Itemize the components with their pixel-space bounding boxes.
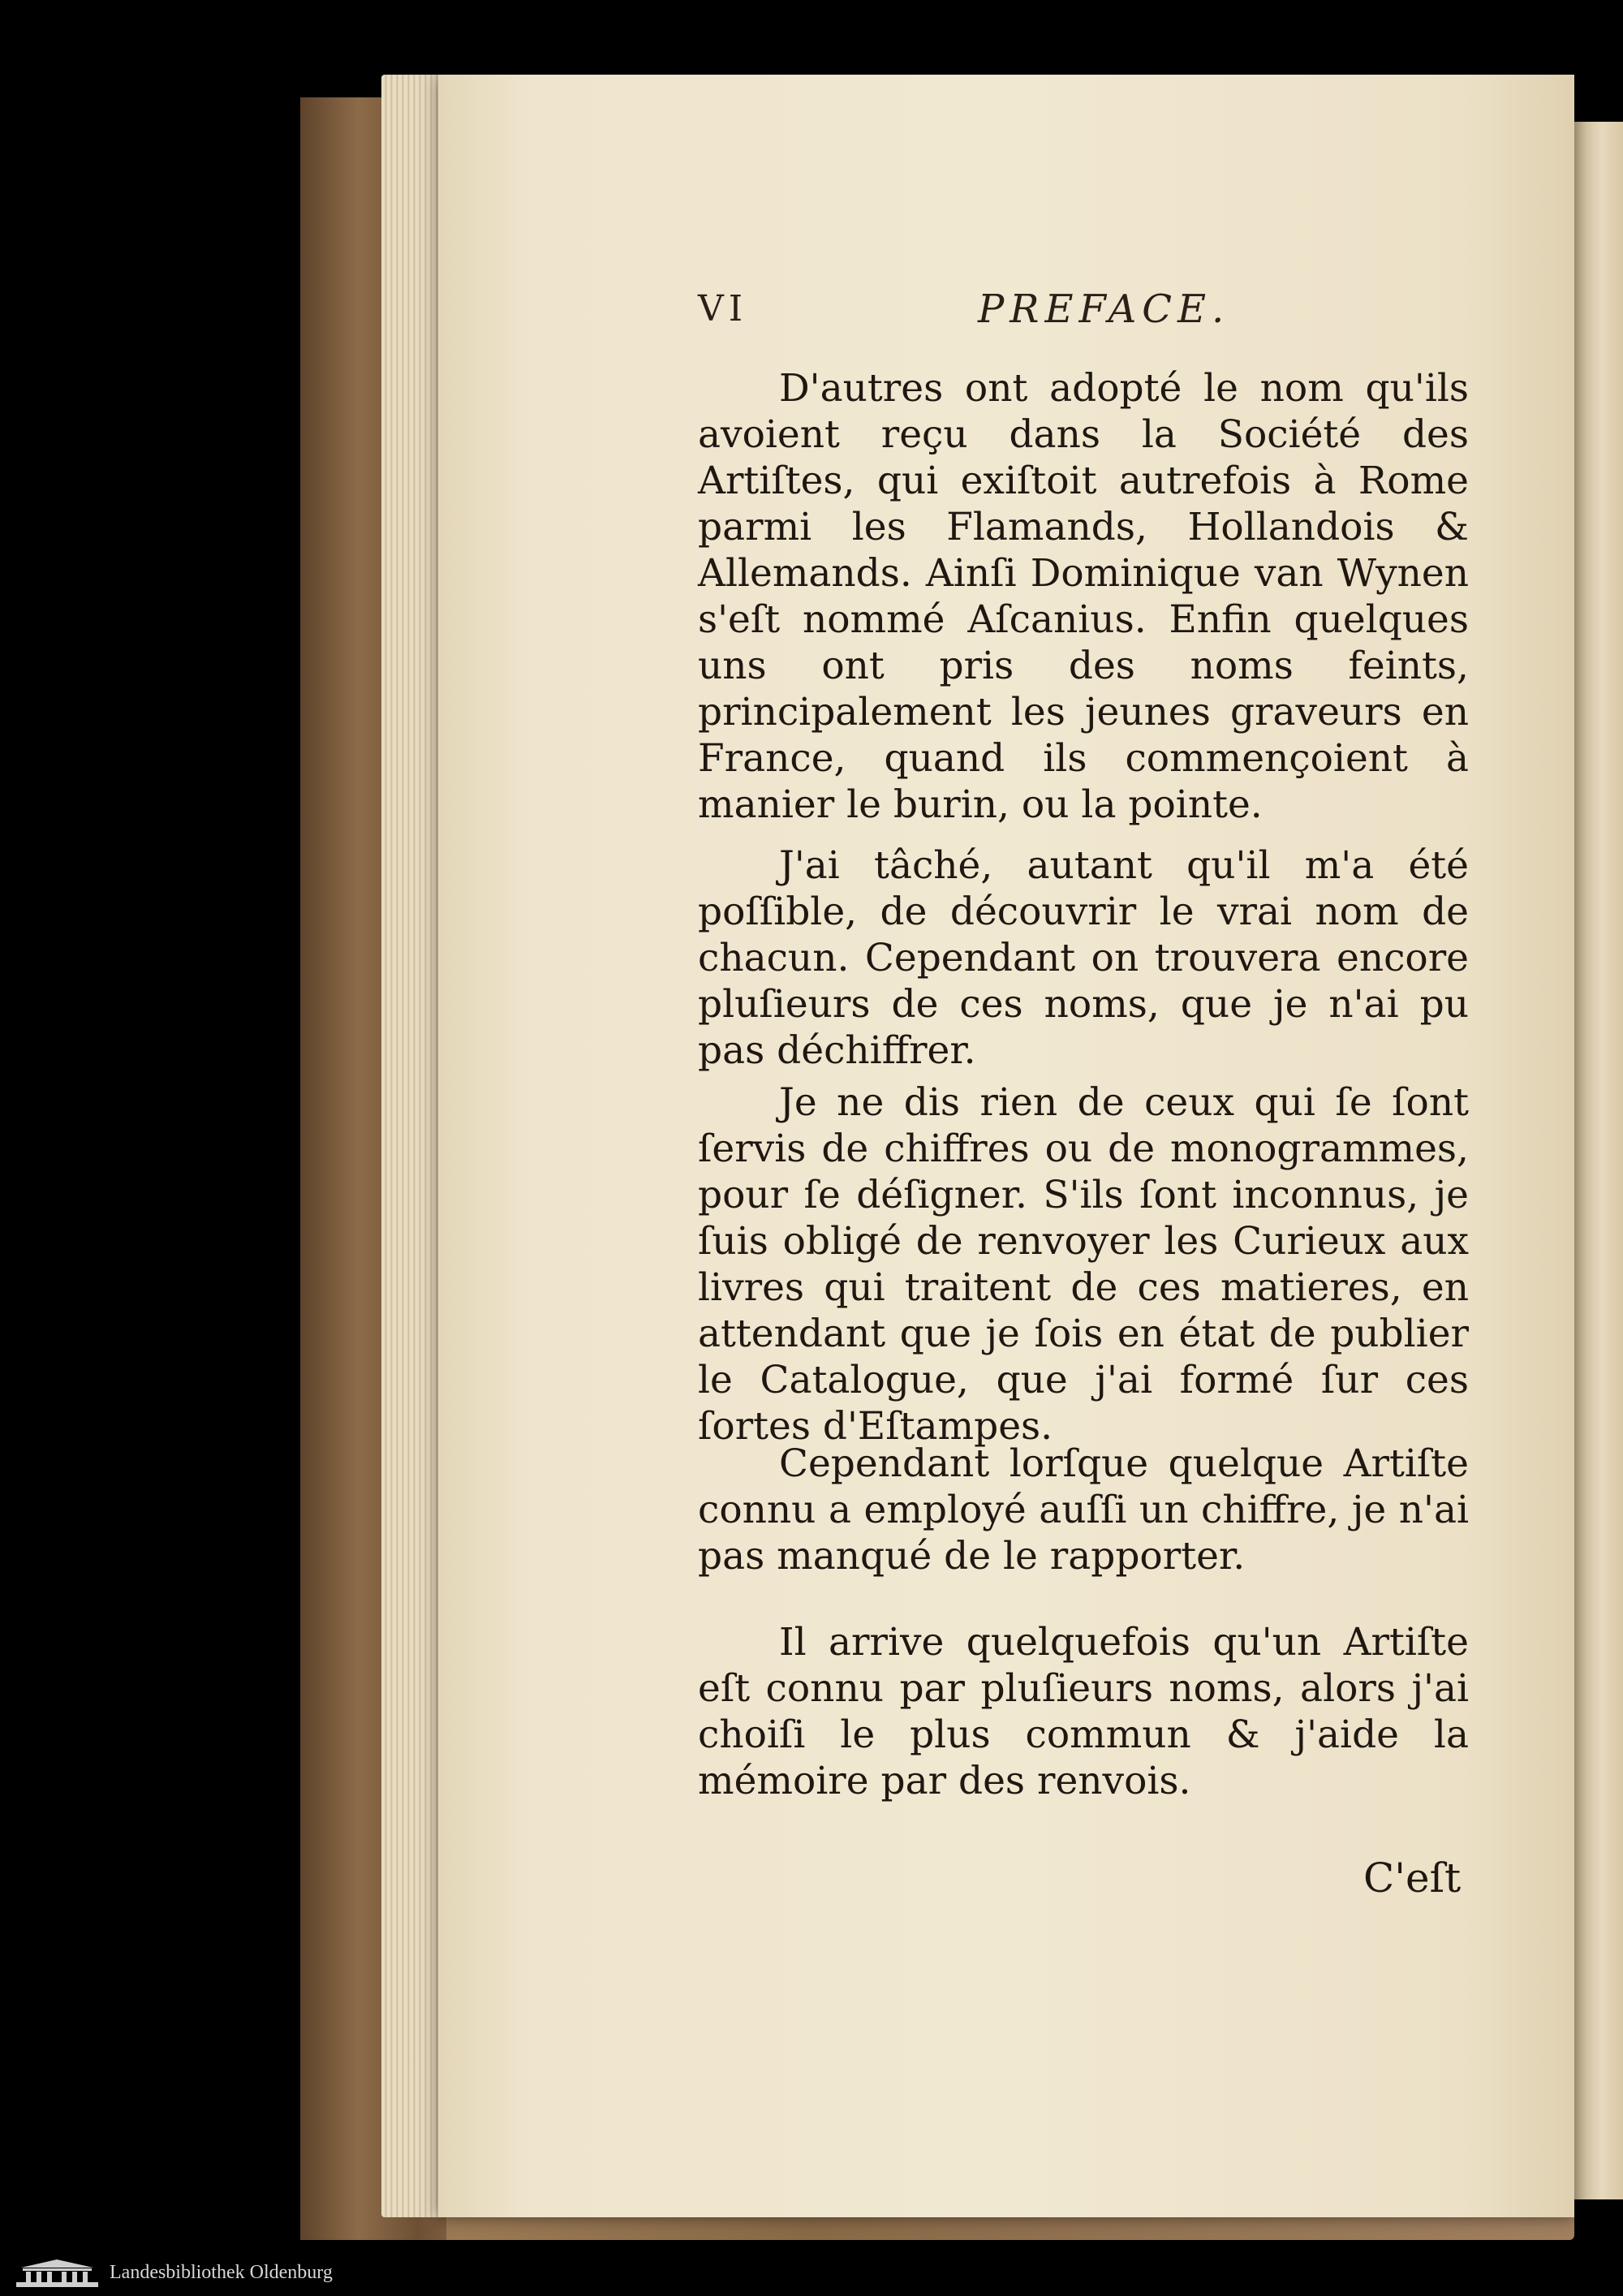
running-title: PREFACE.: [978, 286, 1230, 332]
body-text: [698, 365, 1469, 828]
page-number: VI: [698, 288, 748, 330]
catchword: C'eſt: [1363, 1854, 1462, 1902]
body-text-5: [698, 1619, 1469, 1804]
body-text-2: [698, 842, 1469, 1074]
page-header: [0, 288, 1623, 337]
library-name: Landesbibliothek Oldenburg: [110, 2262, 333, 2283]
library-building-icon: [15, 2258, 100, 2289]
body-text-3: [698, 1079, 1469, 1450]
body-text-4: [698, 1441, 1469, 1579]
facing-page-edge: [1570, 122, 1623, 2199]
paragraph-4: Cependant lorſque quelque Artiſte connu a employé auſſi un chiffre, je n'ai pas manqué de le rapporter.: [698, 1441, 1469, 1579]
paragraph-3: Je ne dis rien de ceux qui ſe ſont ſervis de chiffres ou de monogrammes, pour ſe déſigner. S'ils ſont inconnus, je ſuis obligé de renvoyer les Curieux aux livres qui traitent de ces matieres, en attendant que je ſois en état de publier le Catalogue, que j'ai formé ſur ces ſortes d'Eſtampes.: [698, 1080, 1469, 1449]
paragraph-2: J'ai tâché, autant qu'il m'a été poſſible, de découvrir le vrai nom de chacun. Cependant on trouvera encore pluſieurs de ces noms, que je n'ai pu pas déchiffrer.: [698, 843, 1469, 1073]
paragraph-1: D'autres ont adopté le nom qu'ils avoient reçu dans la Société des Artiſtes, qui exiſtoit autrefois à Rome parmi les Flamands, Hollandois & Allemands. Ainſi Dominique van Wynen s'eſt nommé Aſcanius. Enfin quelques uns ont pris des noms feints, principalement les jeunes graveurs en France, quand ils commençoient à manier le burin, ou la pointe.: [698, 366, 1469, 827]
paragraph-5: Il arrive quelquefois qu'un Artiſte eſt connu par pluſieurs noms, alors j'ai choiſi le plus commun & j'aide la mémoire par des renvois.: [698, 1620, 1469, 1803]
